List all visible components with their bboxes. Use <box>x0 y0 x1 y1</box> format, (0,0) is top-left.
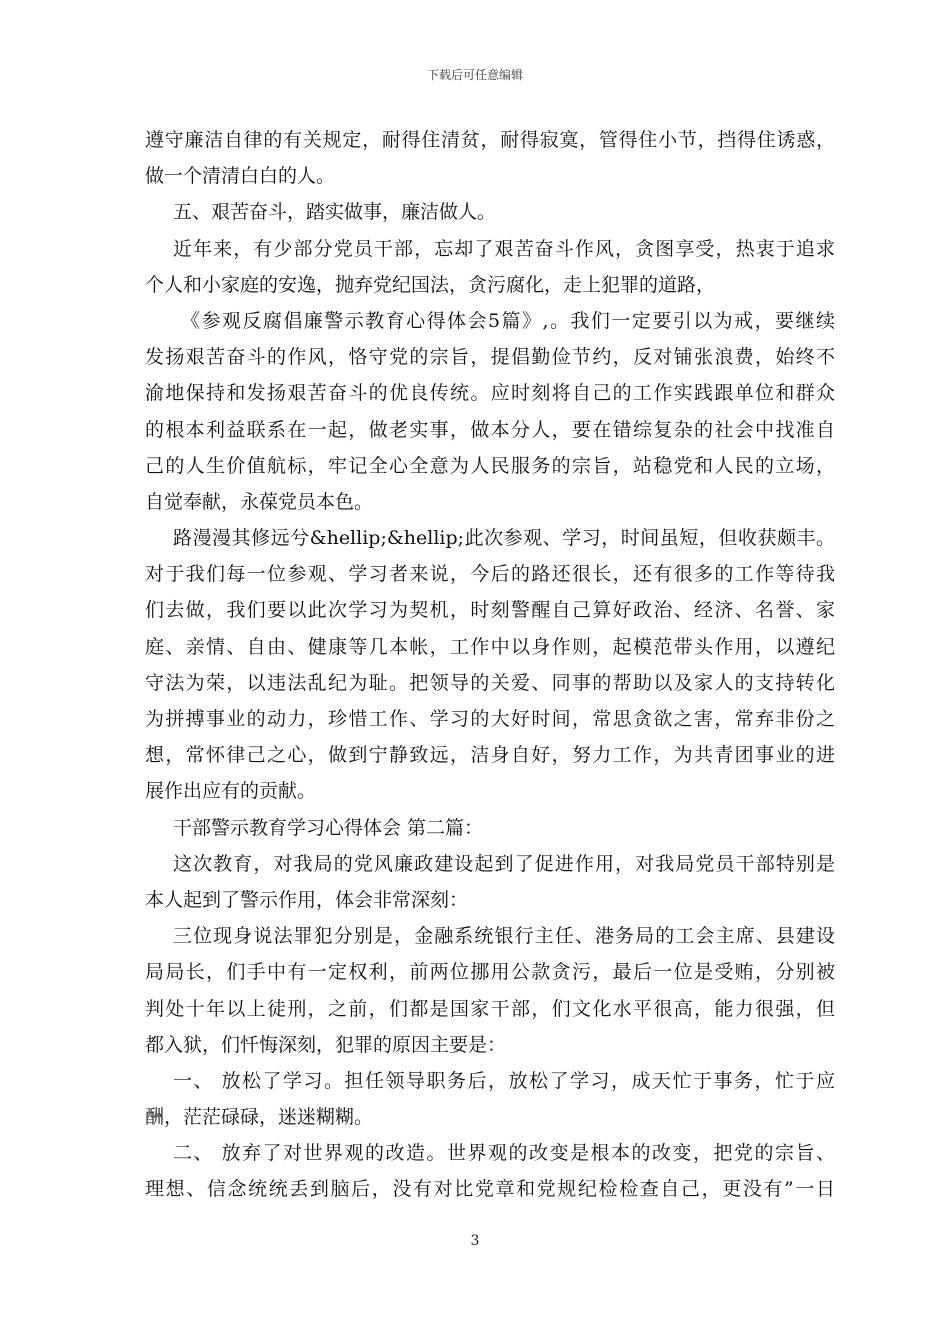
text-line: 五、艰苦奋斗，踏实做事，廉洁做人。 <box>173 201 497 224</box>
text-line: 发扬艰苦奋斗的作风，恪守党的宗旨，提倡勤俭节约，反对铺张浪费，始终不 <box>145 346 835 369</box>
text-line: 自觉奉献，永葆党员本色。 <box>145 490 374 513</box>
text-line: 二、 放弃了对世界观的改造。世界观的改变是根本的改变，把党的宗旨、 <box>173 1142 835 1165</box>
text-line: 的根本利益联系在一起，做老实事，做本分人，要在错综复杂的社会中找准自 <box>145 418 835 441</box>
text-line: 判处十年以上徒刑，之前，们都是国家干部，们文化水平很高，能力很强，但 <box>145 997 835 1020</box>
text-line: 干部警示教育学习心得体会 第二篇： <box>173 816 484 839</box>
text-line: 己的人生价值航标，牢记全心全意为人民服务的宗旨，站稳党和人民的立场， <box>145 454 835 477</box>
text-line: 三位现身说法罪犯分别是，金融系统银行主任、港务局的工会主席、县建设 <box>173 925 835 948</box>
text-line: 《参观反腐倡廉警示教育心得体会5篇》,。我们一定要引以为戒，要继续 <box>181 309 835 332</box>
text-line: 路漫漫其修远兮&hellip;&hellip;此次参观、学习，时间虽短，但收获颇丰。 <box>173 527 835 550</box>
text-line: 这次教育，对我局的党风廉政建设起到了促进作用，对我局党员干部特别是 <box>173 852 835 875</box>
text-line: 做一个清清白白的人。 <box>145 165 336 188</box>
text-line: 个人和小家庭的安逸，抛弃党纪国法，贪污腐化，走上犯罪的道路， <box>145 273 716 296</box>
text-line: 守法为荣，以违法乱纪为耻。把领导的关爱、同事的帮助以及家人的支持转化 <box>145 671 835 694</box>
text-line: 本人起到了警示作用，体会非常深刻： <box>145 888 469 911</box>
text-line: 理想、信念统统丢到脑后，没有对比党章和党规纪检检查自己，更没有”一日 <box>145 1178 835 1201</box>
text-line: 对于我们每一位参观、学习者来说，今后的路还很长，还有很多的工作等待我 <box>145 563 835 586</box>
text-line: 局局长，们手中有一定权利，前两位挪用公款贪污，最后一位是受贿，分别被 <box>145 961 835 984</box>
text-line: 遵守廉洁自律的有关规定，耐得住清贫，耐得寂寞，管得住小节，挡得住诱惑， <box>145 129 835 151</box>
text-line: 展作出应有的贡献。 <box>145 780 317 803</box>
text-line: 近年来，有少部分党员干部，忘却了艰苦奋斗作风，贪图享受，热衷于追求 <box>173 237 835 260</box>
text-line: 想，常怀律己之心，做到宁静致远，洁身自好，努力工作，为共青团事业的进 <box>145 744 835 767</box>
page-header: 下载后可任意编辑 <box>426 68 523 82</box>
text-line: 们去做，我们要以此次学习为契机，时刻警醒自己算好政治、经济、名誉、家 <box>145 599 835 622</box>
text-line: 庭、亲情、自由、健康等几本帐，工作中以身作则，起模范带头作用，以遵纪 <box>145 635 835 658</box>
text-line: 渝地保持和发扬艰苦奋斗的优良传统。应时刻将自己的工作实践跟单位和群众 <box>145 382 835 405</box>
document-body <box>145 122 835 1208</box>
text-line: 酬，茫茫碌碌，迷迷糊糊。 <box>145 1106 374 1129</box>
text-line: 都入狱，们忏悔深刻，犯罪的原因主要是： <box>145 1033 507 1056</box>
page-number: 3 <box>470 1233 480 1249</box>
text-line: 为拼搏事业的动力，珍惜工作、学习的大好时间，常思贪欲之害，常弃非份之 <box>145 708 835 730</box>
text-line: 一、 放松了学习。担任领导职务后，放松了学习，成天忙于事务，忙于应 <box>173 1069 835 1092</box>
